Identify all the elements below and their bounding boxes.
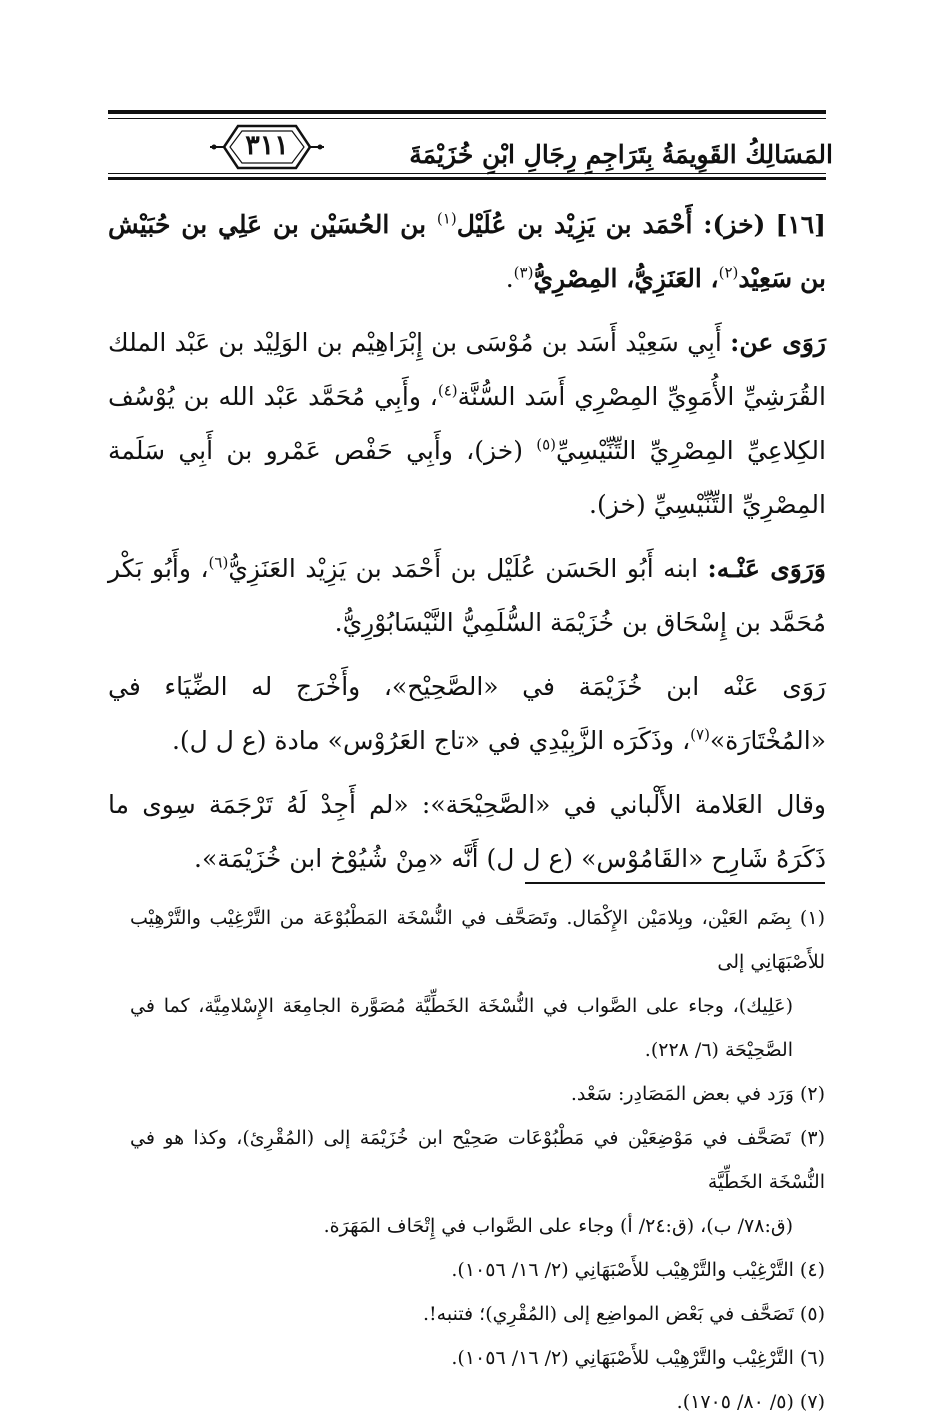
narrated-from-line2b: ، وأَبِي مُحَمَّد عَبْد الله بن يُوْسُف الكِلاعِيِّ [108, 382, 826, 465]
header-rule-thick [108, 110, 826, 114]
footnote-1-continued: (عَلِيك)، وجاء على الصَّواب في النُّسْخَة الخَطِّيَّة مُصَوَّرة الجامِعَة الإِسْلامِيَّة، كما في الصَّحِيْحَة (٦/ ٢٢٨). [130, 995, 793, 1061]
footnote-ref-3[interactable]: (٣) [513, 263, 534, 282]
albani-paragraph [108, 778, 826, 886]
page-number-badge [208, 118, 326, 176]
sources-line2: وذَكَرَه الزَّبِيْدِي في «تاج العَرُوْس» مادة (ع ل ل). [171, 726, 675, 755]
narrated-from-line3b: (خز)، وأَبِي حَفْص عَمْرو بن أَبِي سَلَمة المِصْرِيِّ التِّنِّيْسِيِّ [108, 436, 826, 519]
footnote-ref-4[interactable]: (٤) [437, 381, 458, 400]
narrated-from-line1: أَبِي سَعِيْد أَسَد بن مُوْسَى بن إِبْرَاهِيْم بن الوَلِيْد بن عَبْد الملك [108, 328, 731, 357]
entry-name-part1: (خز): أَحْمَد بن يَزِيْد بن عُلَيْل [456, 210, 766, 239]
narrated-by-line1a: ابنه أَبُو الحَسَن عُلَيْل بن أَحْمَد بن يَزِيْد العَنَزِيُّ [228, 554, 708, 583]
narrated-from-paragraph [108, 316, 826, 532]
sources-line1b: ، [682, 726, 691, 755]
narrated-from-line2a: القُرَشِيِّ الأُمَوِيِّ المِصْرِي أَسَد السُّنَّة [457, 382, 826, 411]
narrated-from-label: رَوَى عن: [730, 328, 826, 357]
entry-number: [١٦] [775, 210, 827, 239]
entry-heading [108, 198, 826, 306]
narrated-by-line2: مُحَمَّد بن إِسْحَاق بن خُزَيْمَة السُّلَمِيُّ النَّيْسَابُوْرِيُّ. [334, 608, 826, 637]
narrated-from-line4: (خز). [589, 490, 646, 519]
footnote-3: (٣) تَصَحَّف في مَوْضِعَيْن في مَطْبُوْعَات صَحِيْح ابن خُزَيْمَة إلى (المُقْرِئ)، وكذا هو في النُّسْخَة الخَطِّيَّة [130, 1127, 825, 1193]
narrated-by-label: وَرَوَى عَنْـه: [707, 554, 826, 583]
footnote-6: (٦) التَّرْغِيْب والتَّرْهِيْب للأَصْبَهَانِي (٢/ ١٦/ ١٠٥٦). [451, 1347, 825, 1369]
header-rule-bottom-thick [108, 177, 826, 180]
entry-name-part3: سَعِيْد [738, 264, 793, 293]
footnote-ref-1[interactable]: (١) [436, 209, 457, 228]
footnote-7: (٧) (٥/ ٨٠/ ١٧٠٥). [676, 1391, 825, 1413]
footnote-2: (٢) وَرَد في بعض المَصَادِر: سَعْد. [570, 1083, 825, 1105]
footnote-ref-5[interactable]: (٥) [536, 435, 557, 454]
page-number: ٣١١ [245, 130, 289, 161]
narrated-from-line3a: المِصْرِيِّ التِّنِّيْسِيِّ [556, 436, 734, 465]
footnote-ref-2[interactable]: (٢) [718, 263, 739, 282]
footnotes [130, 896, 825, 1424]
footnote-ref-6[interactable]: (٦) [208, 553, 229, 572]
entry-end: . [505, 264, 514, 293]
sources-paragraph [108, 660, 826, 768]
footnote-1: (١) بِضَم العَيْن، وبِلامَيْن الإِكْمَال. وتَصَحَّف في النُّسْخَة المَطْبُوْعَة من التَّرْغِيْب والتَّرْهِيْب للأَصْبَهَانِي إلى [130, 907, 825, 973]
sources-line1a: رَوَى عَنْه ابن خُزَيْمَة في «الصَّحِيْح»، وأَخْرَج له الضِّيَاء في «المُخْتَارَة» [108, 672, 826, 755]
footnote-4: (٤) التَّرْغِيْب والتَّرْهِيْب للأَصْبَهَانِي (٢/ ١٦/ ١٠٥٦). [451, 1259, 825, 1281]
main-text [108, 198, 826, 896]
entry-name-part2: بن الحُسَيْن بن عَلِي بن حُبَيْش بن [108, 210, 826, 293]
entry-nisba: ، العَنَزِيُّ، المِصْرِيُّ [533, 264, 719, 293]
narrated-by-paragraph [108, 542, 826, 650]
albani-line1: وقال العَلامة الأَلْباني في «الصَّحِيْحَة»: «لم أَجِدْ لَهُ تَرْجَمَة سِوى ما ذَكَرَهُ [108, 790, 826, 873]
footnote-3-continued: (ق:٧٨/ ب)، (ق:٢٤/ أ) وجاء على الصَّواب في إِتْحَاف المَهَرَة. [323, 1215, 793, 1237]
albani-line2: شَارِح «القَامُوْس» (ع ل ل) أَنَّه «مِنْ شُيُوْخ ابن خُزَيْمَة». [194, 844, 769, 873]
footnote-ref-7[interactable]: (٧) [690, 725, 710, 744]
footnote-5: (٥) تَصَحَّف في بَعْض المواضِع إلى (المُقْرِي)؛ فتنبه!. [422, 1303, 825, 1325]
footnote-separator [525, 882, 825, 884]
narrated-by-line1b: ، وأَبُو بَكْر [108, 554, 209, 583]
running-header-title: المَسَالِكُ القَوِيمَةُ بِتَرَاجِمِ رِجَالِ ابْنِ خُزَيْمَةَ [409, 140, 833, 169]
